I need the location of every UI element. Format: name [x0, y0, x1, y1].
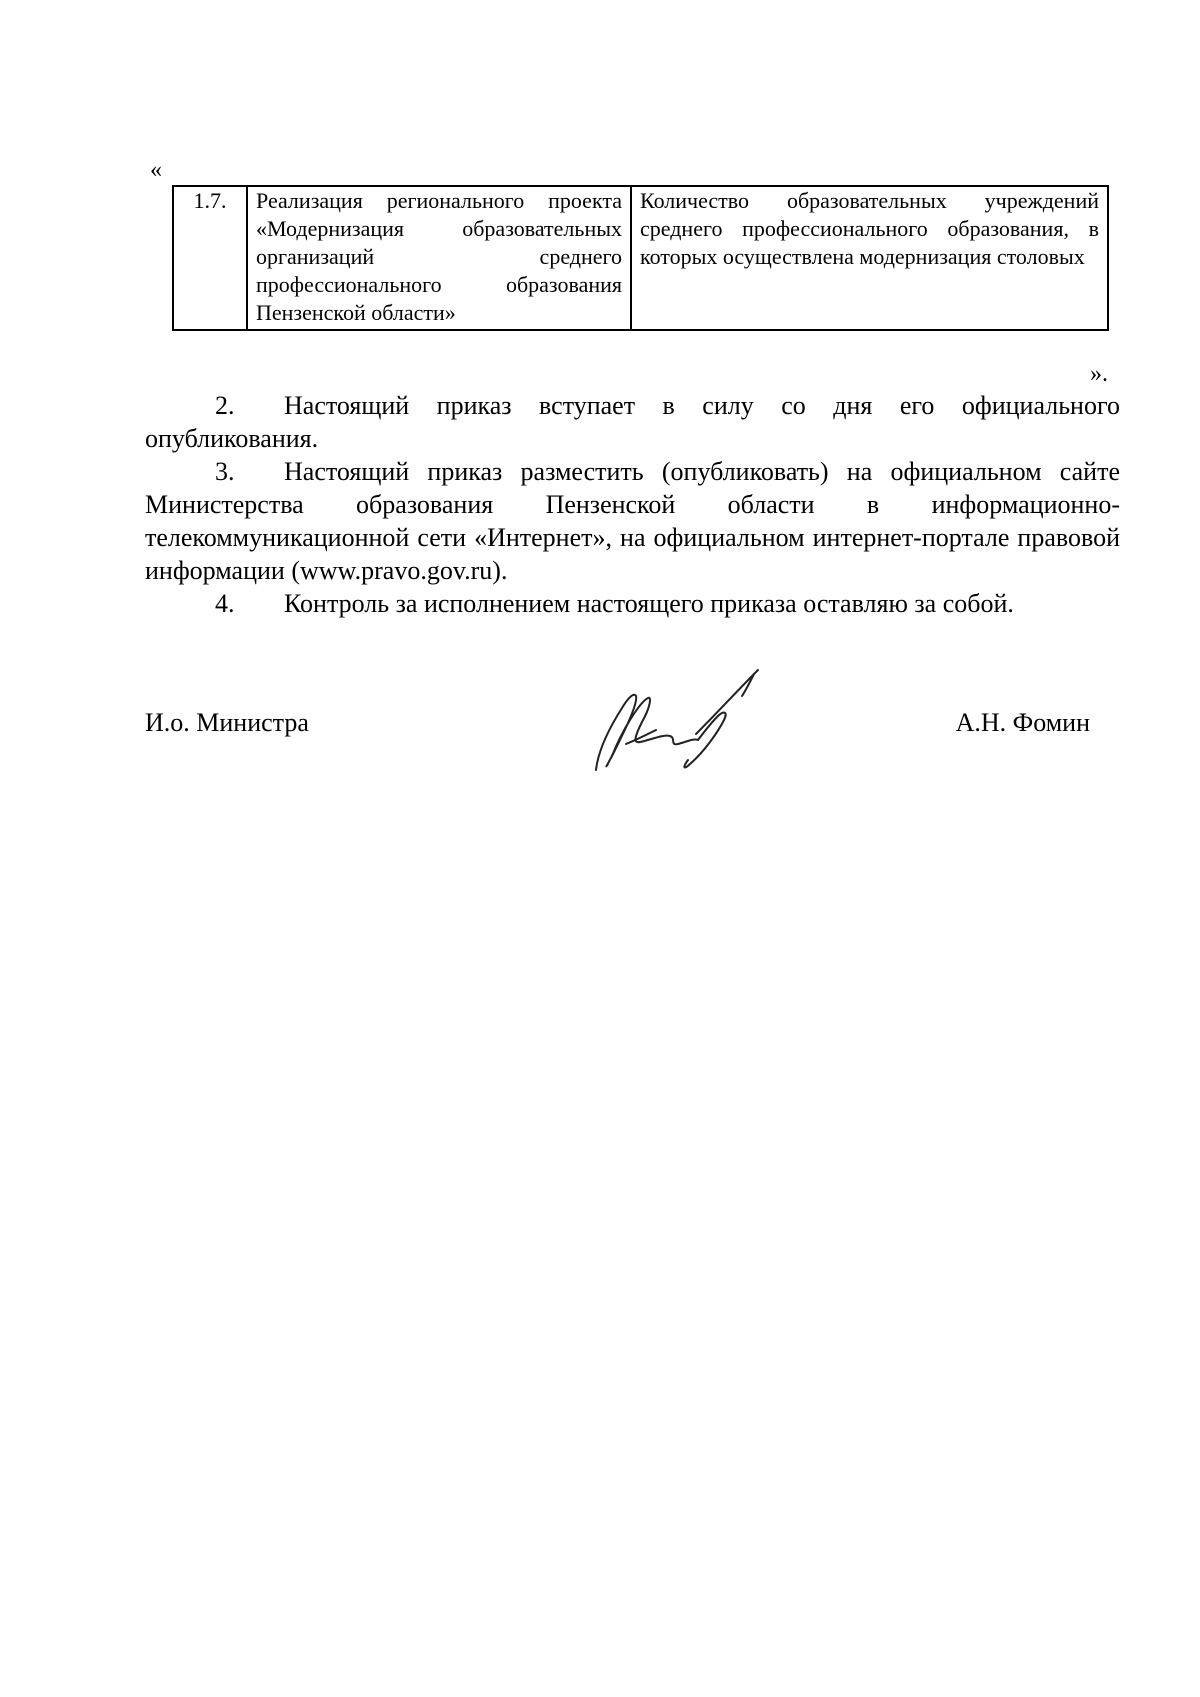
paragraph-text: Контроль за исполнением настоящего приказа оставляю за собой. [284, 589, 1014, 618]
opening-quote-mark: « [150, 157, 162, 183]
signatory-position: И.о. Министра [145, 708, 309, 737]
paragraph-number: 3. [215, 457, 235, 486]
order-paragraphs [145, 389, 1120, 620]
paragraph-2 [145, 389, 1120, 455]
paragraph-number: 4. [215, 589, 235, 618]
project-cell: Реализация регионального проекта «Модернизация образовательных организаций среднего профессионального образования Пензенской области» [247, 186, 631, 330]
paragraph-number: 2. [215, 391, 235, 420]
paragraph-text: Настоящий приказ вступает в силу со дня его официального опубликования. [145, 391, 1120, 453]
paragraph-4 [145, 587, 1120, 620]
closing-quote-mark: ». [1090, 361, 1108, 387]
indicator-cell: Количество образовательных учреждений среднего профессионального образования, в которых осуществлена модернизация столовых [631, 186, 1108, 330]
handwritten-signature [578, 660, 778, 778]
table-row [173, 186, 1108, 330]
paragraph-text: Настоящий приказ разместить (опубликовать) на официальном сайте Министерства образования Пензенской области в информационно-телекоммуникационной сети «Интернет», на официальном интернет-портале правовой информации (www.pravo.gov.ru). [145, 457, 1120, 585]
signatory-name: А.Н. Фомин [955, 708, 1090, 737]
amendment-table [172, 185, 1109, 331]
paragraph-3 [145, 455, 1120, 587]
row-number: 1.7. [173, 186, 247, 330]
